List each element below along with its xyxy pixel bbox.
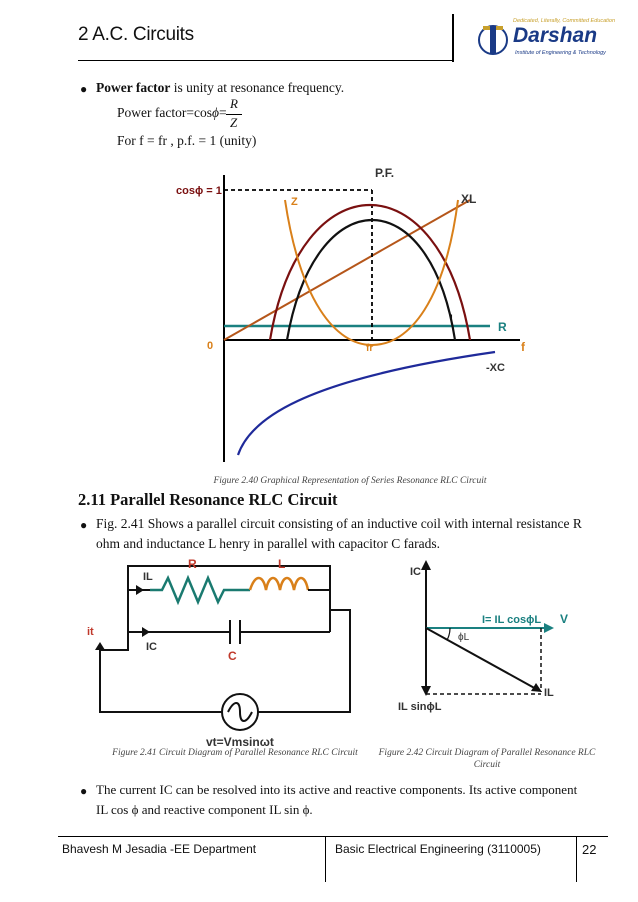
section3-line1: The current IC can be resolved into its active and reactive components. Its active component	[96, 782, 578, 797]
label-pf: P.F.	[375, 166, 395, 180]
label-f: f	[521, 340, 525, 354]
figure-2-42-caption-line2: Circuit	[473, 760, 501, 770]
para-line2: ohm and inductance L henry in parallel with capacitor C farads.	[96, 536, 440, 551]
label-c-circuit: C	[228, 649, 237, 663]
formula-numerator: R	[230, 96, 238, 111]
pf-curve	[270, 205, 470, 340]
label-z: Z	[291, 196, 298, 208]
formula-power-factor: Power factor=cosϕ=	[117, 105, 227, 120]
logo-subtitle: Institute of Engineering & Technology	[515, 50, 606, 56]
label-xl: XL	[461, 192, 477, 206]
section-heading: 2.11 Parallel Resonance RLC Circuit	[78, 490, 338, 509]
formula-prefix: Power factor=cos	[117, 105, 212, 120]
para-line1: Fig. 2.41 Shows a parallel circuit consisting of an inductive coil with internal resistance R	[96, 516, 582, 531]
xc-curve	[238, 352, 495, 455]
section3-line2: IL cos ϕ and reactive component IL sin ϕ.	[96, 802, 313, 817]
bullet-dot-2: ●	[80, 518, 88, 532]
label-cos: cosϕ = 1	[176, 185, 222, 197]
label-ilsin: IL sinϕL	[398, 701, 442, 713]
footer-divider-1	[325, 836, 326, 882]
label-xc: -XC	[486, 362, 505, 374]
label-ic-circuit: IC	[146, 641, 157, 653]
bullet-dot: ●	[80, 82, 88, 96]
bullet-bold-text: Power factor	[96, 80, 171, 95]
label-l-circuit: L	[278, 557, 286, 571]
footer-subject: Basic Electrical Engineering (3110005)	[335, 842, 541, 856]
formula-resonance: For f = fr , p.f. = 1 (unity)	[117, 133, 257, 148]
label-it-circuit: it	[87, 626, 94, 638]
figure-2-42-caption-line1: Figure 2.42 Circuit Diagram of Parallel Resonance RLC	[378, 748, 596, 758]
footer-divider-2	[576, 836, 577, 882]
footer-author: Bhavesh M Jesadia -EE Department	[62, 842, 257, 856]
logo-tagline: Dedicated, Literally, Committed Education	[513, 18, 616, 24]
figure-2-42-phasor	[0, 550, 638, 720]
bullet-rest-text: is unity at resonance frequency.	[173, 80, 345, 95]
bullet-dot-3: ●	[80, 784, 88, 798]
label-source: vt=Vmsinωt	[206, 735, 274, 749]
logo-brand: Darshan	[513, 24, 598, 47]
figure-2-40-caption: Figure 2.40 Graphical Representation of Series Resonance RLC Circuit	[213, 476, 487, 486]
label-il-phasor: IL	[544, 687, 554, 699]
footer-top-rule	[58, 836, 608, 837]
figure-2-41-caption: Figure 2.41 Circuit Diagram of Parallel Resonance RLC Circuit	[112, 748, 358, 758]
formula-denominator: Z	[230, 115, 238, 130]
page-number: 22	[582, 842, 597, 857]
label-zero: 0	[207, 340, 214, 352]
label-ilcos: I= IL cosϕL	[482, 614, 542, 626]
label-fr: fr	[366, 343, 374, 354]
label-r-circuit: R	[188, 557, 197, 571]
chapter-title: 2 A.C. Circuits	[78, 24, 194, 45]
label-ic-phasor: IC	[410, 566, 421, 578]
label-r: R	[498, 320, 507, 334]
label-phi: ϕL	[458, 632, 470, 643]
label-il-circuit: IL	[143, 571, 153, 583]
label-v: V	[560, 612, 569, 626]
label-i: I	[450, 313, 454, 325]
